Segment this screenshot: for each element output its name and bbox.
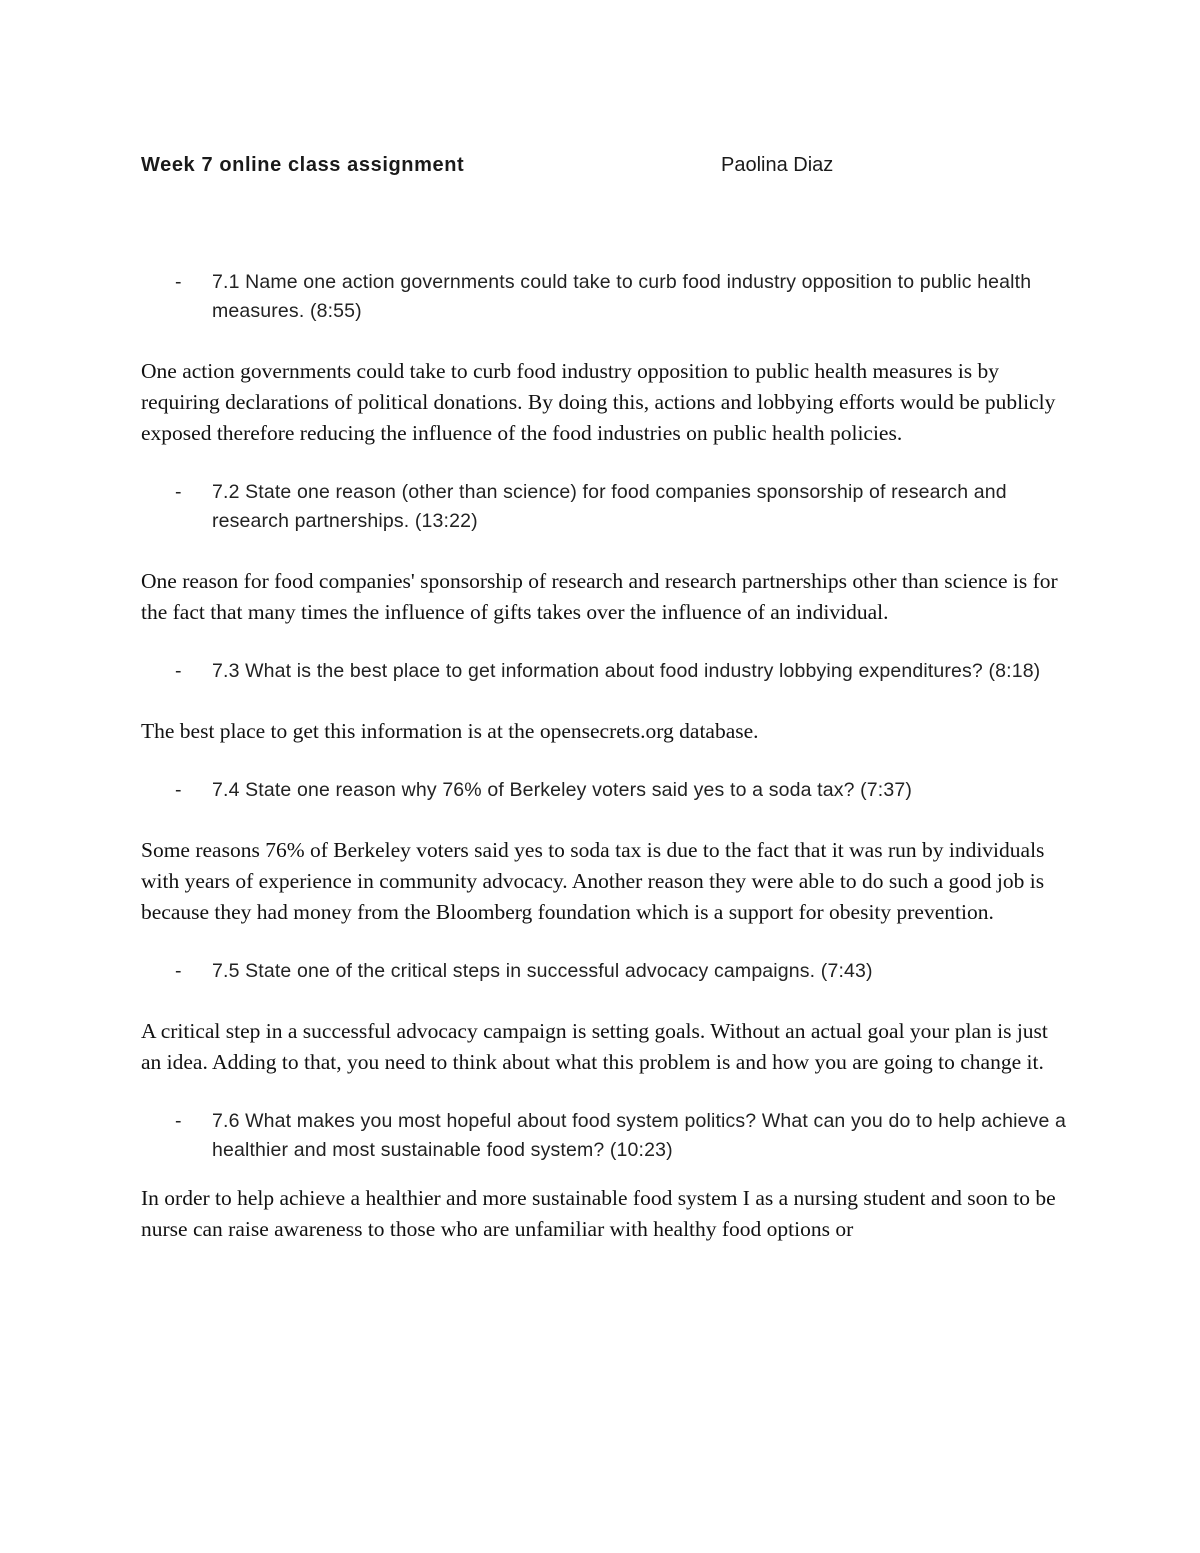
- question-text: 7.5 State one of the critical steps in successful advocacy campaigns. (7:43): [212, 960, 873, 982]
- answer-paragraph: Some reasons 76% of Berkeley voters said yes to soda tax is due to the fact that it was run by individuals with years of experience in community advocacy. Another reason they were able to do such a good job is because they had money from the Bloomberg foundation which is a support for obesity prevention.: [141, 838, 1045, 924]
- document-header: [141, 154, 901, 184]
- answer-paragraph: One action governments could take to curb food industry opposition to public health measures is by requiring declarations of political donations. By doing this, actions and lobbying efforts would be publicly exposed therefore reducing the influence of the food industries on public health policies.: [141, 359, 1056, 445]
- question-item: [141, 268, 1071, 326]
- bullet-dash: -: [175, 1110, 182, 1132]
- answer-paragraph: The best place to get this information is at the opensecrets.org database.: [141, 719, 759, 743]
- question-item: [141, 657, 1071, 686]
- document-title: Week 7 online class assignment: [141, 154, 465, 176]
- bullet-dash: -: [175, 779, 182, 801]
- question-item: [141, 776, 1071, 805]
- question-item: [141, 478, 1071, 536]
- bullet-dash: -: [175, 960, 182, 982]
- bullet-dash: -: [175, 271, 182, 293]
- answer-paragraph: One reason for food companies' sponsorship of research and research partnerships other than science is for the fact that many times the influence of gifts takes over the influence of an individual.: [141, 569, 1058, 624]
- bullet-dash: -: [175, 481, 182, 503]
- document-body: [141, 268, 1071, 1245]
- question-text: 7.4 State one reason why 76% of Berkeley voters said yes to a soda tax? (7:37): [212, 779, 913, 801]
- answer-paragraph: In order to help achieve a healthier and more sustainable food system I as a nursing student and soon to be nurse can raise awareness to those who are unfamiliar with healthy food options or: [141, 1186, 1056, 1241]
- question-item: [141, 957, 1071, 986]
- answer-paragraph: A critical step in a successful advocacy campaign is setting goals. Without an actual goal your plan is just an idea. Adding to that, you need to think about what this problem is and how you are going to change it.: [141, 1019, 1048, 1074]
- question-text: 7.1 Name one action governments could take to curb food industry opposition to public health measures. (8:55): [212, 271, 1032, 322]
- question-item: [141, 1107, 1071, 1165]
- bullet-dash: -: [175, 660, 182, 682]
- question-text: 7.2 State one reason (other than science) for food companies sponsorship of research and research partnerships. (13:22): [212, 481, 1007, 532]
- question-text: 7.6 What makes you most hopeful about food system politics? What can you do to help achieve a healthier and most sustainable food system? (10:23): [212, 1110, 1067, 1161]
- author-name: Paolina Diaz: [721, 154, 834, 176]
- question-text: 7.3 What is the best place to get information about food industry lobbying expenditures? (8:18): [212, 660, 1041, 682]
